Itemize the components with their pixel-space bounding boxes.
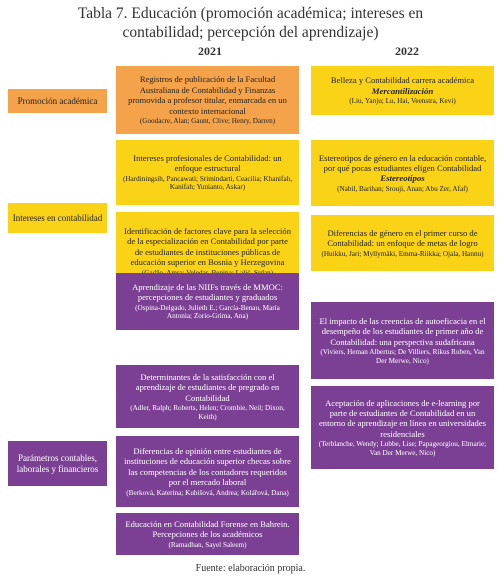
- card-authors: (Goodacre, Alan; Gaunt, Clive; Henry, Darren): [139, 117, 276, 126]
- year-2022-header: 2022: [395, 44, 419, 58]
- card-title: Belleza y Contabilidad carrera académica: [330, 75, 475, 86]
- category-intereses-contabilidad: Intereses en contabilidad: [8, 203, 107, 233]
- card-authors: (Liu, Yanju; Lu, Hai, Veenstra, Kevi): [349, 97, 456, 106]
- title-line-2: contabilidad; percepción del aprendizaje): [122, 24, 379, 41]
- card-2021-satisfaccion-aprendizaje: [116, 365, 299, 428]
- card-2021-contabilidad-forense: [116, 513, 299, 555]
- card-2021-promocion: [116, 66, 299, 134]
- year-2021-header: 2021: [198, 44, 222, 58]
- category-parametros-contables: Parámetros contables, laborales y financieros: [8, 441, 107, 486]
- card-authors: (Terblanche, Wendy; Lubbe, Lise; Papageorgiou, Elmarie; Van Der Merwe, Nico): [318, 440, 487, 457]
- card-title: Diferencias de género en el primer curso de Contabilidad: un enfoque de metas de logro: [327, 227, 478, 249]
- card-authors: (Ospina-Delgado, Julieth E.; García-Benau, María Antonia; Zorio-Grima, Ana): [135, 303, 280, 321]
- card-authors: (Hardiningsih, Pancawati; Srimindarti, Ceacilia; Khanifah, Kanifah; Yunianto, Askar): [122, 174, 293, 192]
- card-title: Determinantes de la satisfacción con el aprendizaje de estudiantes de pregrado en Contabilidad: [135, 371, 280, 403]
- card-2022-diferencias-genero: [311, 215, 494, 271]
- card-title: Intereses profesionales de Contabilidad: un enfoque estructural: [133, 153, 282, 174]
- card-2022-belleza-contabilidad: [311, 66, 494, 115]
- card-title: Aceptación de aplicaciones de e-learning por parte de estudiantes de Contabilidad en un entorno de aprendizaje en línea en universidades residenciales: [318, 397, 487, 439]
- table-title: [0, 4, 501, 42]
- card-2021-niif-mmoc: [116, 273, 299, 330]
- card-title: Registros de publicación de la Facultad Australiana de Contabilidad y Finanzas promovida a profesor titular, enmarcada en un contexto internacional: [128, 74, 287, 116]
- card-title: Educación en Contabilidad Forense en Bahrein. Percepciones de los académicos: [125, 518, 290, 540]
- card-authors: (Huikku, Jari; Myllymäki, Emma-Riikka; Ojala, Hannu): [321, 249, 484, 258]
- card-authors: (Adler, Ralph; Roberts, Helen; Crombie, Neil; Dixon, Keith): [130, 404, 285, 421]
- card-title: Diferencias de opinión entre estudiantes de instituciones de educación superior checas sobre las competencias de los contadores requeridos por el mercado laboral: [124, 445, 291, 488]
- card-authors: (Berková, Katerina; Kubišová, Andrea; Kolářová, Dana): [126, 488, 289, 497]
- card-authors: (Ramadhan, Sayel Saleem): [168, 540, 247, 549]
- card-title: Aprendizaje de las NIIFs través de MMOC: percepciones de estudiantes y graduados: [132, 282, 283, 303]
- card-highlight: Estereotipos: [380, 173, 425, 184]
- card-title: El impacto de las creencias de autoeficacia en el desempeño de los estudiantes de primer año de Contabilidad: una perspectiva sudafricana: [319, 315, 486, 347]
- card-2022-estereotipos-genero: [311, 140, 494, 206]
- card-2021-diferencias-opinion: [116, 436, 299, 507]
- card-2022-autoeficacia: [311, 302, 494, 379]
- card-title: Identificación de factores clave para la selección de la especialización en Contabilidad por parte de estudiantes de instituciones públicas de educación superior en Bosnia y Herzegovina: [123, 225, 291, 268]
- card-highlight: Mercantilización: [371, 85, 434, 96]
- card-authors: (Viviers, Heman Albertus; De Villiers, Rikus Ruben, Van Der Merwe, Nico): [320, 348, 485, 365]
- card-2021-intereses-profesionales: [116, 140, 299, 205]
- card-title: Estereotipos de género en la educación contable, por qué pocas estudiantes eligen Contabilidad: [318, 152, 487, 173]
- source-note: Fuente: elaboración propia.: [195, 563, 306, 574]
- card-authors: (Nabil, Barihan; Srouji, Anan; Abu Zer, Afaf): [337, 184, 468, 193]
- title-line-1: Tabla 7. Educación (promoción académica; intereses en: [77, 5, 424, 22]
- card-2022-e-learning: [311, 386, 494, 469]
- category-promocion-academica: Promoción académica: [8, 89, 107, 113]
